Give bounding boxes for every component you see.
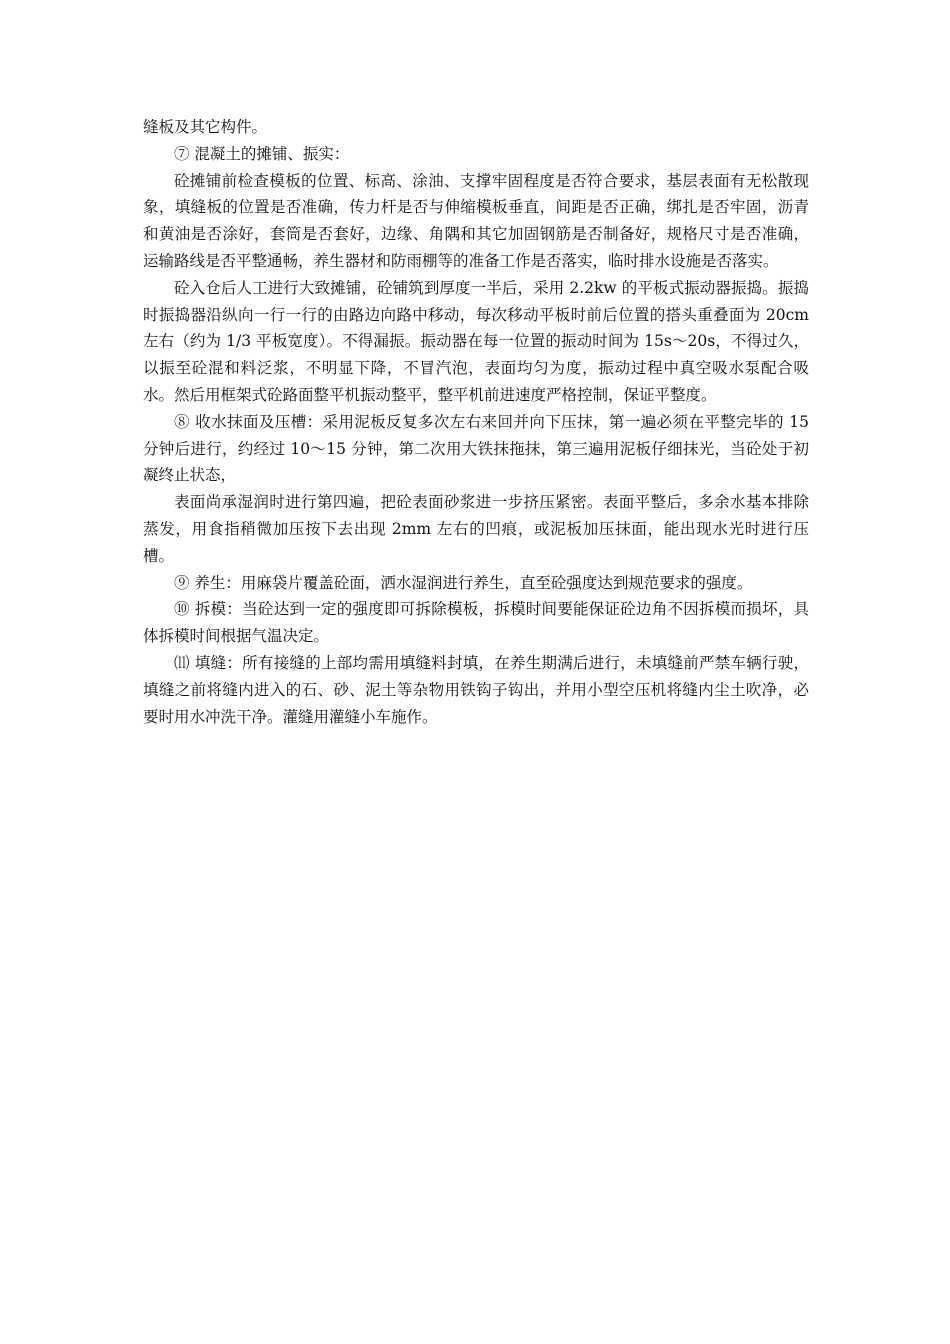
paragraph-troweling: ⑧ 收水抹面及压槽：采用泥板反复多次左右来回并向下压抹，第一遍必须在平整完毕的 15 分钟后进行，约经过 10～15 分钟，第二次用大铁抹拖抹，第三遍用泥板仔细抹光，当砼处于初凝终止状态， [143,412,809,485]
paragraph-curing: ⑨ 养生：用麻袋片覆盖砼面，洒水湿润进行养生，直至砼强度达到规范要求的强度。 [174,573,753,592]
paragraph-joint-filling: ⑾ 填缝：所有接缝的上部均需用填缝料封填，在养生期满后进行，未填缝前严禁车辆行驶，填缝之前将缝内进入的石、砂、泥土等杂物用铁钩子钩出，并用小型空压机将缝内尘土吹净，必要时用水冲洗干净。灌缝用灌缝小车施作。 [143,653,809,726]
section-heading-paving: ⑦ 混凝土的摊铺、振实： [174,144,350,163]
paragraph-vibration: 砼入仓后人工进行大致摊铺，砼铺筑到厚度一半后，采用 2.2kw 的平板式振动器振捣。振捣时振捣器沿纵向一行一行的由路边向路中移动，每次移动平板时前后位置的搭头重叠面为 20cm 左右（约为 1/3 平板宽度）。不得漏振。振动器在每一位置的振动时间为 15s～20s，不得过久，以振至砼混和料泛浆，不明显下降，不冒汽泡，表面均匀为度，振动过程中真空吸水泵配合吸水。然后用框架式砼路面整平机振动整平，整平机前进速度严格控制，保证平整度。 [143,278,809,404]
paragraph-continuation: 缝板及其它构件。 [143,118,268,136]
paragraph-grooving: 表面尚承湿润时进行第四遍，把砼表面砂浆进一步挤压紧密。表面平整后，多余水基本排除蒸发，用食指稍微加压按下去出现 2mm 左右的凹痕，或泥板加压抹面，能出现水光时进行压槽。 [143,493,809,565]
document-page [143,114,809,730]
paragraph-pre-paving-check: 砼摊铺前检查模板的位置、标高、涂油、支撑牢固程度是否符合要求，基层表面有无松散现象，填缝板的位置是否准确，传力杆是否与伸缩模板垂直，间距是否正确，绑扎是否牢固，沥青和黄油是否涂好，套筒是否套好，边缘、角隅和其它加固钢筋是否制备好，规格尺寸是否准确，运输路线是否平整通畅，养生器材和防雨棚等的准备工作是否落实，临时排水设施是否落实。 [143,171,809,270]
paragraph-formwork-removal: ⑩ 拆模：当砼达到一定的强度即可拆除模板，拆模时间要能保证砼边角不因拆模而损坏，具体拆模时间根据气温决定。 [143,600,809,646]
